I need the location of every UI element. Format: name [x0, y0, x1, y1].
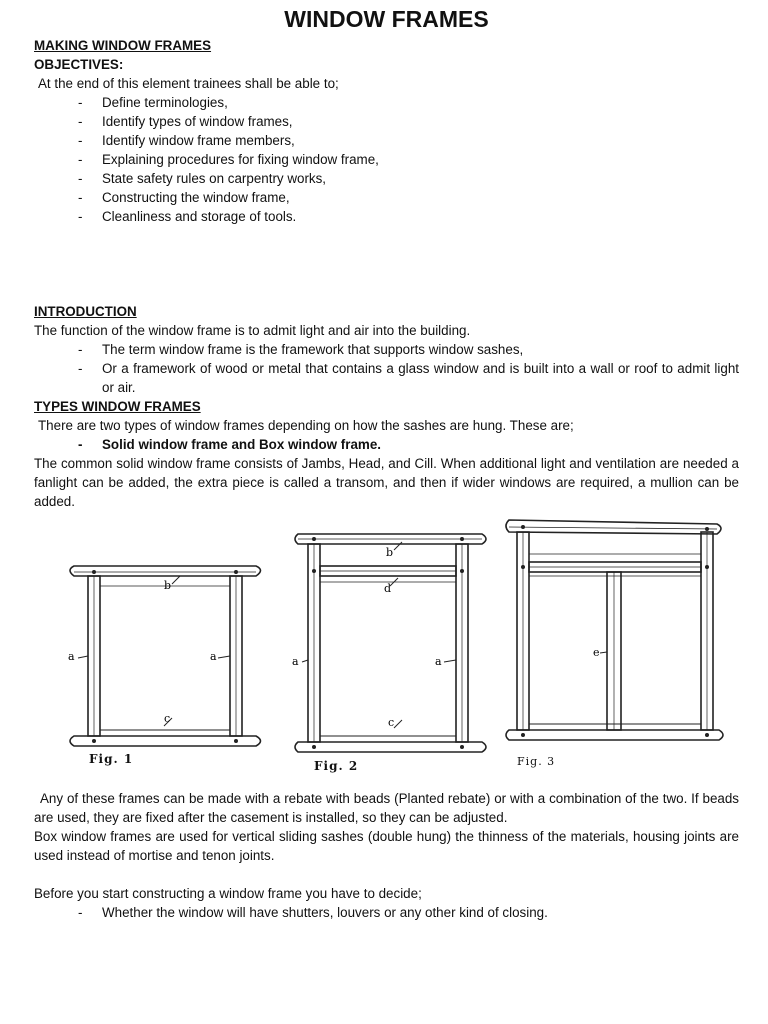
introduction-heading: INTRODUCTION — [34, 304, 137, 319]
paragraph-before-start: Before you start constructing a window frame you have to decide; — [34, 886, 422, 901]
making-heading: MAKING WINDOW FRAMES — [34, 38, 212, 53]
objectives-label: OBJECTIVES: — [34, 57, 124, 72]
list-item: - Whether the window will have shutters, louvers or any other kind of closing. — [34, 903, 739, 922]
figure-1-caption: Fig. 1 — [89, 752, 134, 766]
figure-3-caption: Fig. 3 — [517, 755, 556, 768]
after-figures-text — [34, 789, 739, 922]
fig2-label-a-left: a — [292, 655, 299, 668]
introduction-text: The function of the window frame is to admit light and air into the building. — [34, 323, 471, 338]
introduction-list — [34, 340, 739, 397]
figure-2-drawing — [290, 530, 500, 766]
list-item: - Cleanliness and storage of tools. — [34, 207, 739, 226]
paragraph-rebate: Any of these frames can be made with a rebate with beads (Planted rebate) or with a combination of the two. If beads are used, they are fixed after the casement is installed, so they can be adjusted. — [34, 791, 739, 825]
figure-3-drawing — [505, 516, 730, 752]
fig2-label-c: c — [388, 716, 395, 729]
figure-1-drawing — [60, 556, 280, 756]
paragraph-box-frames: Box window frames are used for vertical sliding sashes (double hung) the thinness of the materials, housing joints are used instead of mortise and tenon joints. — [34, 829, 739, 863]
page-title: WINDOW FRAMES — [284, 6, 489, 32]
list-item: - Explaining procedures for fixing window frame, — [34, 150, 739, 169]
types-text: There are two types of window frames depending on how the sashes are hung. These are; — [38, 418, 574, 433]
fig1-label-a-right: a — [210, 650, 217, 663]
figure-2-caption: Fig. 2 — [314, 759, 359, 773]
document-page — [34, 0, 739, 511]
figures-area — [0, 516, 768, 776]
list-item: - Constructing the window frame, — [34, 188, 739, 207]
decision-list — [34, 903, 739, 922]
list-item: - Or a framework of wood or metal that contains a glass window and is built into a wall or roof to admit light or air. — [34, 359, 739, 397]
list-item: - Identify window frame members, — [34, 131, 739, 150]
fig2-label-b: b — [386, 546, 394, 559]
fig1-label-a-left: a — [68, 650, 75, 663]
fig1-label-c: c — [164, 712, 171, 725]
types-paragraph: The common solid window frame consists of Jambs, Head, and Cill. When additional light and ventilation are needed a fanlight can be added, the extra piece is called a transom, and then if wider windows are required, a mullion can be added. — [34, 456, 739, 509]
list-item: - The term window frame is the framework that supports window sashes, — [34, 340, 739, 359]
fig3-label-e: e — [593, 646, 600, 659]
objectives-list — [34, 93, 739, 226]
list-item: - Define terminologies, — [34, 93, 739, 112]
fig2-label-a-right: a — [435, 655, 442, 668]
fig2-label-d: d — [384, 582, 392, 595]
objectives-intro: At the end of this element trainees shall be able to; — [38, 76, 339, 91]
fig1-label-b: b — [164, 579, 172, 592]
types-list — [34, 435, 739, 454]
list-item: - Solid window frame and Box window frame. — [34, 435, 739, 454]
list-item: - Identify types of window frames, — [34, 112, 739, 131]
list-item: - State safety rules on carpentry works, — [34, 169, 739, 188]
types-heading: TYPES WINDOW FRAMES — [34, 399, 201, 414]
